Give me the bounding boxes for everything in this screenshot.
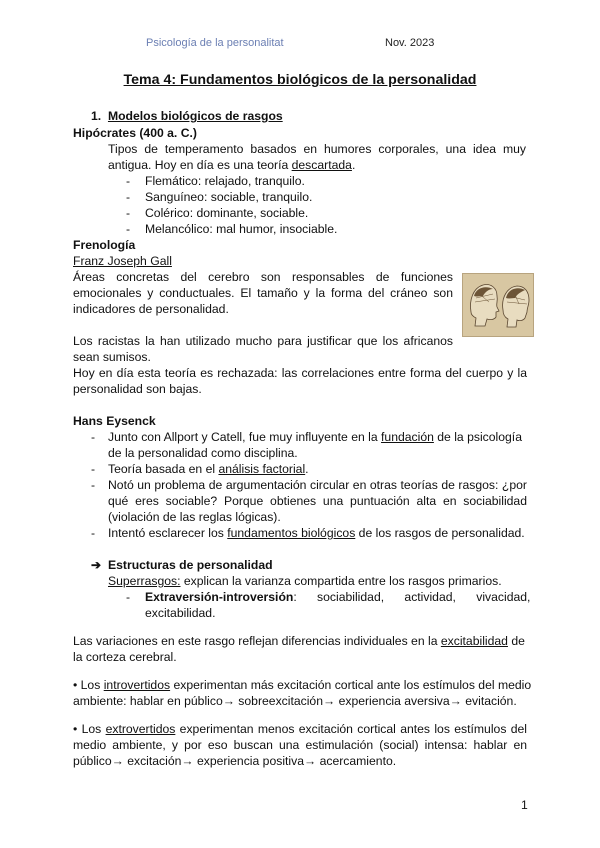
superrasgos-line bbox=[108, 574, 502, 589]
underlined-term: Superrasgos: bbox=[108, 574, 181, 588]
extrovertidos-line1 bbox=[73, 722, 527, 737]
text-span: Junto con Allport y Catell, fue muy influyente en la bbox=[108, 430, 382, 444]
text-span: Las variaciones en este rasgo reflejan diferencias individuales en la bbox=[73, 634, 441, 648]
list-item: - bbox=[126, 206, 131, 220]
text-span: • Los bbox=[73, 722, 106, 736]
text-span: de los rasgos de personalidad. bbox=[355, 526, 525, 540]
temperament-type: Colérico: dominante, sociable. bbox=[145, 206, 309, 220]
variaciones-line1 bbox=[73, 634, 525, 649]
frenologia-p2-line1: Los racistas la han utilizado mucho para justificar que los africanos bbox=[73, 334, 453, 348]
page-title: Tema 4: Fundamentos biológicos de la personalidad bbox=[123, 72, 477, 88]
text-span: experimentan más excitación cortical ante los estímulos del medio bbox=[170, 678, 532, 692]
text-span: experimentan menos excitación cortical antes los estímulos del bbox=[175, 722, 527, 736]
frenologia-p3-line2: personalidad son bajas. bbox=[73, 382, 202, 396]
underlined-term: introvertidos bbox=[103, 678, 171, 692]
phrenology-heads-image bbox=[462, 273, 534, 337]
list-item: - bbox=[91, 462, 96, 476]
text-span: . bbox=[351, 158, 356, 172]
estructuras-heading bbox=[91, 558, 273, 573]
list-item: - bbox=[91, 430, 96, 444]
frenologia-p1-line3: indicadores de personalidad. bbox=[73, 302, 229, 316]
underlined-term: excitabilidad bbox=[440, 634, 508, 648]
list-item: - bbox=[126, 174, 131, 188]
arrow-icon: ➔ bbox=[91, 558, 102, 572]
underlined-term: análisis factorial bbox=[218, 462, 306, 476]
temperament-type: Flemático: relajado, tranquilo. bbox=[145, 174, 305, 188]
frenologia-p1-line2: emocionales y conductuales. El tamaño y la forma del cráneo son bbox=[73, 286, 453, 300]
list-item: - bbox=[91, 526, 96, 540]
text-span: Intentó esclarecer los bbox=[108, 526, 228, 540]
text-span: explican la varianza compartida entre los rasgos primarios. bbox=[180, 574, 502, 588]
introvertidos-line1 bbox=[73, 678, 531, 693]
frenologia-heading: Frenología bbox=[73, 238, 136, 252]
page-number: 1 bbox=[521, 798, 528, 812]
text-span: Teoría basada en el bbox=[108, 462, 219, 476]
text-span: antigua. Hoy en día es una teoría bbox=[108, 158, 292, 172]
eysenck-bullet1-line1 bbox=[108, 430, 522, 445]
section-title: Modelos biológicos de rasgos bbox=[107, 109, 283, 123]
eysenck-bullet1-line2: de la personalidad como disciplina. bbox=[108, 446, 298, 460]
text-span: : sociabilidad, actividad, vivacidad, bbox=[293, 590, 531, 604]
underlined-term: extrovertidos bbox=[105, 722, 176, 736]
frenologia-p1-line1: Áreas concretas del cerebro son responsables de funciones bbox=[73, 270, 453, 284]
list-item: - bbox=[126, 222, 131, 236]
extrovertidos-line3: público→ excitación→ experiencia positiva→ acercamiento. bbox=[73, 754, 397, 768]
text-span: de la psicología bbox=[433, 430, 522, 444]
section-number: 1. bbox=[91, 109, 102, 123]
extraversion-line2: excitabilidad. bbox=[145, 606, 216, 620]
eysenck-bullet3-line1: Notó un problema de argumentación circular en otras teorías de rasgos: ¿por bbox=[108, 478, 527, 492]
introvertidos-line2: ambiente: hablar en público→ sobreexcitación→ experiencia aversiva→ evitación. bbox=[73, 694, 517, 708]
phrenology-heads-drawing bbox=[463, 274, 533, 336]
extrovertidos-line2: medio ambiente, y por eso buscan una estimulación (social) intensa: hablar en bbox=[73, 738, 527, 752]
list-item: - bbox=[91, 478, 96, 492]
section-heading bbox=[91, 109, 283, 124]
eysenck-bullet2 bbox=[108, 462, 309, 477]
text-span: . bbox=[305, 462, 309, 476]
header-course: Psicología de la personalitat bbox=[146, 37, 284, 49]
variaciones-line2: la corteza cerebral. bbox=[73, 650, 177, 664]
eysenck-bullet3-line3: (violación de las reglas lógicas). bbox=[108, 510, 281, 524]
header-date: Nov. 2023 bbox=[385, 37, 435, 49]
eysenck-bullet3-line2: qué eres sociable? Porque obtienes una puntuación alta en sociabilidad bbox=[108, 494, 527, 508]
frenologia-p3-line1: Hoy en día esta teoría es rechazada: las correlaciones entre forma del cuerpo y la bbox=[73, 366, 527, 380]
temperament-type: Melancólico: mal humor, insociable. bbox=[145, 222, 338, 236]
eysenck-bullet4 bbox=[108, 526, 525, 541]
hipocrates-heading: Hipócrates (400 a. C.) bbox=[73, 126, 197, 140]
text-span: • Los bbox=[73, 678, 104, 692]
eysenck-heading: Hans Eysenck bbox=[73, 414, 156, 428]
list-item: - bbox=[126, 190, 131, 204]
list-item: - bbox=[126, 590, 131, 604]
text-span: de bbox=[507, 634, 525, 648]
extraversion-label: Extraversión-introversión bbox=[145, 590, 294, 604]
extraversion-line1 bbox=[145, 590, 530, 605]
frenologia-p2-line2: sean sumisos. bbox=[73, 350, 151, 364]
underlined-term: descartada bbox=[291, 158, 352, 172]
frenologia-author: Franz Joseph Gall bbox=[73, 254, 172, 268]
underlined-term: fundación bbox=[381, 430, 434, 444]
underlined-term: fundamentos biológicos bbox=[227, 526, 356, 540]
temperament-type: Sanguíneo: sociable, tranquilo. bbox=[145, 190, 313, 204]
hipocrates-desc-line1: Tipos de temperamento basados en humores corporales, una idea muy bbox=[108, 142, 526, 156]
hipocrates-desc-line2 bbox=[108, 158, 355, 173]
estructuras-title: Estructuras de personalidad bbox=[108, 558, 273, 572]
